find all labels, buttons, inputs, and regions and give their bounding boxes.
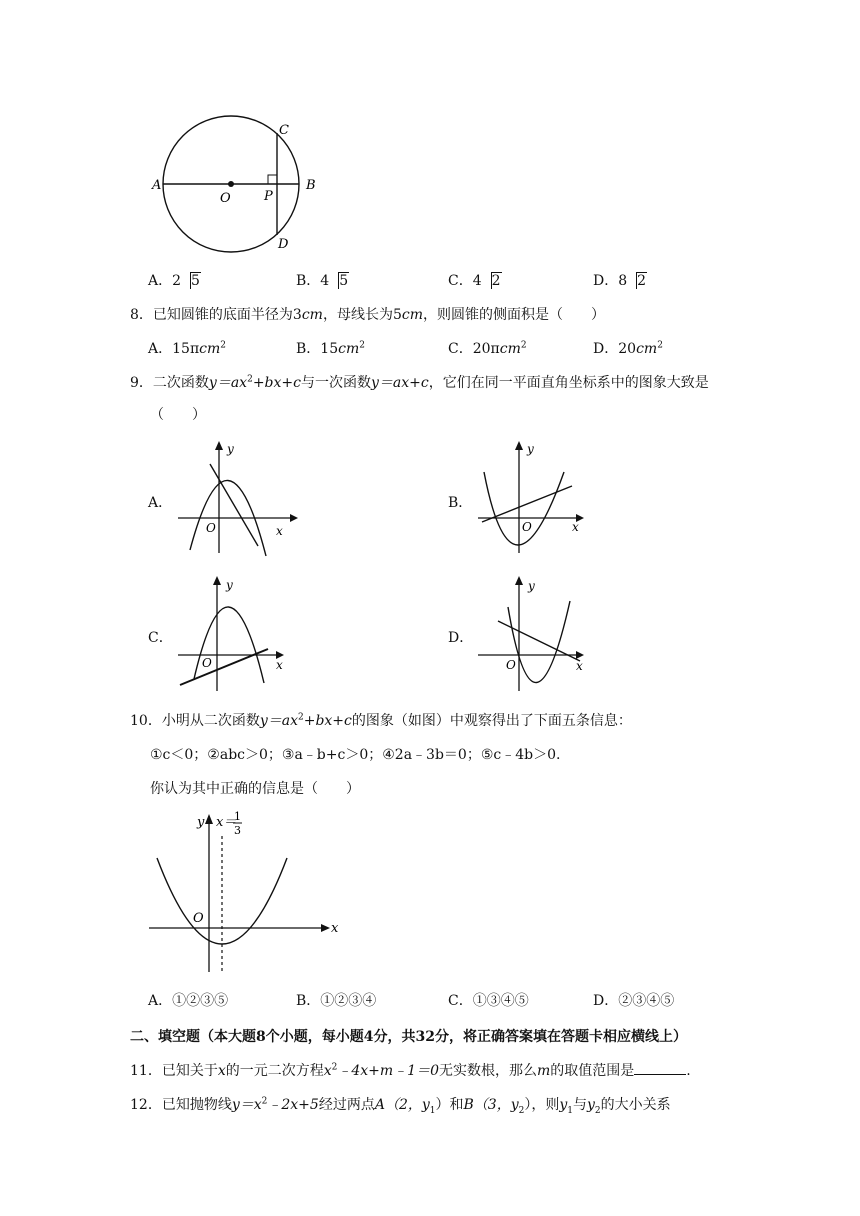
svg-text:O: O: [206, 521, 216, 535]
q12-stem: 12．已知抛物线$y=x^2﹣2x+5$经过两点A（2，$y_1$）和B（3，$y_2$），则$y_1$与$y_2$的大小关系: [130, 1096, 671, 1116]
q10-ask: 你认为其中正确的信息是（ ）: [150, 781, 360, 797]
q9-graph-a: [170, 438, 300, 558]
svg-text:1: 1: [234, 810, 241, 823]
section-2-heading: 二、填空题（本大题8个小题，每小题4分，共32分，将正确答案填在答题卡相应横线上）: [130, 1029, 687, 1045]
q8-stem: 8．已知圆锥的底面半径为3cm，母线长为5cm，则圆锥的侧面积是（ ）: [130, 307, 605, 323]
q9-option-b-label[interactable]: B．: [448, 495, 473, 511]
svg-text:y: y: [528, 579, 535, 593]
q8-option-a[interactable]: A．15πcm$^2$: [148, 340, 226, 357]
q9-option-d-label[interactable]: D．: [448, 630, 474, 646]
svg-text:O: O: [522, 520, 532, 534]
q8-option-c[interactable]: C．20πcm$^2$: [448, 340, 527, 357]
q9-option-c-label[interactable]: C．: [148, 630, 173, 646]
center-dot: [228, 181, 234, 187]
svg-text:x＝: x＝: [216, 815, 237, 830]
svg-text:x: x: [572, 520, 579, 534]
q10-option-c[interactable]: C．①③④⑤: [448, 993, 529, 1009]
svg-text:O: O: [202, 656, 212, 670]
q10-info: ①c＜0；②abc＞0；③a﹣b+c＞0；④2a﹣3b＝0；⑤c﹣4b＞0.: [150, 747, 561, 763]
svg-text:x: x: [276, 658, 283, 672]
q9-graph-d: [470, 573, 600, 693]
svg-text:O: O: [193, 911, 204, 926]
svg-text:x: x: [331, 921, 339, 936]
svg-text:3: 3: [234, 824, 241, 837]
q9-stem: 9．二次函数$y=ax^2+bx+c$与一次函数y＝ax+c，它们在同一平面直角坐标系中的图象大致是: [130, 374, 709, 391]
q10-option-a[interactable]: A．①②③⑤: [148, 993, 229, 1009]
right-angle-mark: [268, 175, 277, 184]
q7-option-b[interactable]: B．4 5: [296, 273, 349, 289]
svg-text:y: y: [527, 442, 534, 456]
q11-answer-blank[interactable]: [634, 1074, 686, 1075]
svg-text:y: y: [227, 442, 234, 456]
q11-stem: 11．已知关于x的一元二次方程$x^2﹣4x+m﹣1=0$无实数根，那么m的取值范围是 .: [130, 1062, 691, 1079]
label-b: B: [306, 178, 316, 193]
label-p: P: [264, 189, 273, 204]
q9-graph-b: [470, 438, 600, 558]
q10-stem: 10．小明从二次函数$y=ax^2+bx+c$的图象（如图）中观察得出了下面五条信息：: [130, 712, 632, 729]
q10-graph: [145, 806, 345, 981]
q8-option-b[interactable]: B．$15cm^2$: [296, 340, 365, 357]
circle-figure: [148, 110, 328, 260]
svg-text:x: x: [276, 524, 283, 538]
q10-option-b[interactable]: B．①②③④: [296, 993, 377, 1009]
q9-paren: （ ）: [150, 407, 206, 423]
svg-text:x: x: [576, 659, 583, 673]
label-c: C: [279, 123, 289, 138]
q7-option-a[interactable]: A．2 5: [148, 273, 200, 289]
svg-text:y: y: [197, 815, 205, 830]
svg-text:O: O: [506, 658, 516, 672]
q7-option-d[interactable]: D．8 2: [593, 273, 647, 289]
label-d: D: [278, 237, 289, 252]
q8-option-d[interactable]: D．$20cm^2$: [593, 340, 663, 357]
q7-option-c[interactable]: C．4 2: [448, 273, 501, 289]
q9-option-a-label[interactable]: A．: [148, 495, 173, 511]
svg-text:y: y: [226, 578, 233, 592]
label-a: A: [152, 178, 162, 193]
q10-option-d[interactable]: D．②③④⑤: [593, 993, 675, 1009]
q9-graph-c: [170, 573, 300, 693]
label-o: O: [220, 191, 231, 206]
